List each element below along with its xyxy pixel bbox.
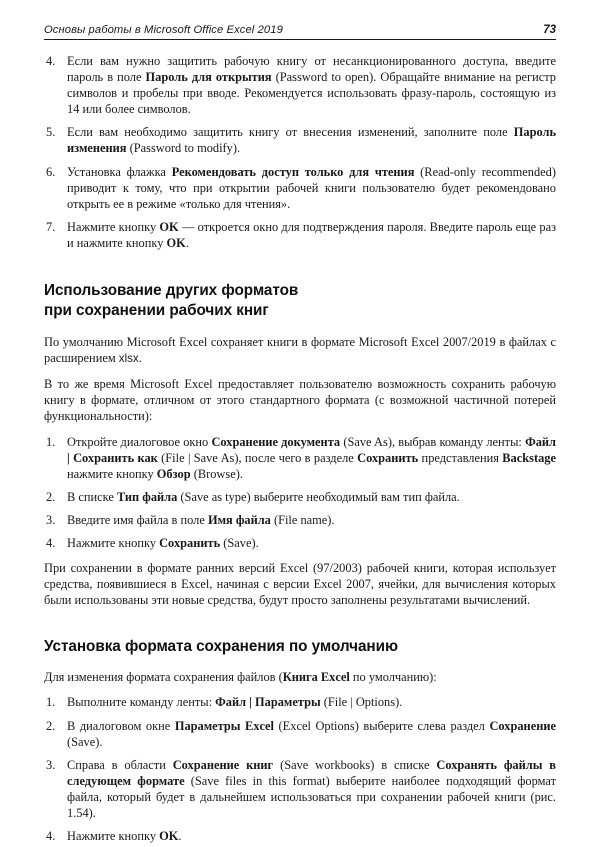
text-run: (Password to modify). (126, 141, 241, 156)
list-item-text (67, 165, 556, 211)
text-run: (Save). (220, 535, 259, 550)
text-run: (Save). (67, 734, 103, 749)
text-run: По умолчанию Microsoft Excel сохраняет книги в формате Microsoft Excel 2007/2019 в файлах с расширением (44, 335, 556, 366)
emphasis-term: OK (166, 235, 186, 250)
list-item (44, 512, 556, 528)
save-as-steps-list (44, 434, 556, 552)
emphasis-term: Файл | Параметры (215, 695, 321, 710)
page-content (44, 40, 556, 844)
text-run: (Save as type) выберите необходимый вам тип файла. (177, 489, 460, 504)
text-run: — откроется окно для подтверждения пароля. Введите пароль еще раз и нажмите кнопку (67, 219, 556, 250)
default-intro-paragraph (44, 669, 556, 685)
emphasis-term: Имя файла (207, 512, 271, 527)
emphasis-term: Параметры Excel (174, 718, 274, 733)
list-item-text (67, 54, 556, 116)
text-run: Нажмите кнопку (67, 829, 160, 844)
list-item-number: 1. (46, 434, 56, 449)
list-item-text (67, 490, 460, 504)
emphasis-term: Файл | Сохранить как (67, 434, 556, 465)
text-run: . (138, 351, 142, 366)
list-item-text (67, 536, 259, 550)
formats-closing-paragraph (44, 560, 556, 608)
text-run: Если вам нужно защитить рабочую книгу от несанкционированного доступа, введите пароль в поле (67, 54, 556, 85)
text-run: Откройте диалоговое окно (67, 434, 212, 449)
emphasis-term: Сохранить (357, 450, 419, 465)
emphasis-term: OK (159, 829, 179, 844)
text-run: Введите имя файла в поле (67, 512, 208, 527)
list-item-number: 7. (46, 219, 56, 234)
text-run: В диалоговом окне (67, 718, 175, 733)
list-item (44, 718, 556, 750)
list-item-text (67, 829, 182, 843)
emphasis-term: OK (159, 219, 179, 234)
list-item-number: 3. (46, 512, 56, 527)
text-run: Нажмите кнопку (67, 535, 160, 550)
text-run: . (185, 235, 189, 250)
list-item-number: 2. (46, 489, 56, 504)
text-run: При сохранении в формате ранних версий Excel (97/2003) рабочей книги, которая использует средства, появившиеся в Excel, начиная с версии Excel 2007, ячейки, для вычисления которых были использованы эти новые средства, будут просто заполнены результатами вычислений. (44, 561, 556, 608)
default-format-steps-list (44, 694, 556, 844)
emphasis-term: Сохранить (159, 535, 221, 550)
section-heading-formats-block (44, 281, 556, 321)
text-run: по умолчанию): (349, 670, 437, 685)
running-head-title: Основы работы в Microsoft Office Excel 2019 (44, 24, 283, 36)
emphasis-term: Сохранение документа (211, 434, 341, 449)
list-item (44, 434, 556, 482)
text-run: (File | Save As), после чего в разделе (157, 450, 358, 465)
emphasis-term: Backstage (502, 450, 556, 465)
emphasis-term: Обзор (156, 466, 191, 481)
list-item-number: 4. (46, 54, 56, 68)
emphasis-term: Рекомендовать доступ только для чтения (171, 164, 415, 179)
list-item (44, 757, 556, 821)
section-heading-formats-line2: при сохранении рабочих книг (44, 302, 269, 320)
emphasis-term: Сохранение (489, 718, 556, 733)
list-item (44, 219, 556, 251)
list-item-text (67, 513, 335, 527)
list-item-number: 3. (46, 757, 56, 772)
text-run: Выполните команду ленты: (67, 695, 216, 710)
list-item-number: 4. (46, 535, 56, 550)
list-item (44, 535, 556, 551)
text-run: (Browse). (190, 466, 243, 481)
emphasis-term: Пароль для открытия (145, 70, 272, 85)
text-run: (Excel Options) выберите слева раздел (273, 718, 490, 733)
page-number: 73 (543, 24, 556, 36)
list-item-text (67, 719, 556, 749)
list-item (44, 164, 556, 212)
text-run: Нажмите кнопку (67, 219, 160, 234)
text-run: Установка флажка (67, 164, 172, 179)
text-run: представления (418, 450, 503, 465)
list-item-number: 5. (46, 125, 56, 140)
section-heading-default-block (44, 637, 556, 657)
list-item-number: 6. (46, 164, 56, 179)
formats-second-paragraph (44, 376, 556, 424)
text-run: В списке (67, 489, 117, 504)
list-item (44, 124, 556, 156)
emphasis-term: Сохранение книг (172, 757, 274, 772)
formats-intro-paragraph (44, 334, 556, 367)
text-run: (File | Options). (320, 695, 403, 710)
text-run: Для изменения формата сохранения файлов ( (44, 670, 283, 685)
list-item-text (67, 758, 556, 820)
emphasis-term: Книга Excel (282, 670, 350, 685)
emphasis-term: Сохранять файлы в следующем формате (67, 757, 556, 788)
list-item (44, 694, 556, 710)
text-run: (Read-only recommended) приводит к тому, что при открытии рабочей книги пользователю будет рекомендовано открыть ее в режиме «только для чтения». (67, 164, 556, 211)
text-run: (File name). (270, 512, 335, 527)
text-run: (Save files in this format) выберите наиболее подходящий формат файла, который будет в дальнейшем использоваться при сохранении рабочей книги (рис. 1.54). (67, 773, 556, 820)
text-run: (Password to open). Обращайте внимание на регистр символов и пробелы при вводе. Рекомендуется использовать фразу-пароль, состоящую из 14 или более символов. (67, 70, 556, 117)
list-item-text (67, 220, 556, 250)
text-run: нажмите кнопку (67, 466, 157, 481)
list-item-text (67, 125, 556, 155)
list-item (44, 489, 556, 505)
protect-workbook-list (44, 53, 556, 251)
list-item (44, 53, 556, 117)
emphasis-term: Пароль изменения (67, 125, 556, 156)
text-run: В то же время Microsoft Excel предоставляет пользователю возможность сохранить рабочую книгу в формате, отличном от этого стандартного формата (с возможной частичной потерей функциональности): (44, 377, 556, 424)
running-head (44, 24, 556, 40)
list-item-number: 1. (46, 695, 56, 710)
list-item-text (67, 695, 402, 709)
text-run: (Save As), выбрав команду ленты: (340, 434, 526, 449)
list-item-number: 4. (46, 829, 56, 844)
text-run: (Save workbooks) в списке (273, 757, 437, 772)
list-item (44, 828, 556, 844)
list-item-text (67, 435, 556, 481)
text-run: Если вам необходимо защитить книгу от внесения изменений, заполните поле (67, 125, 514, 140)
file-extension: xlsx (118, 352, 139, 366)
emphasis-term: Тип файла (116, 489, 178, 504)
list-item-number: 2. (46, 718, 56, 733)
text-run: Справа в области (67, 757, 173, 772)
section-heading-default: Установка формата сохранения по умолчанию (44, 638, 398, 656)
section-heading-formats-line1: Использование других форматов (44, 282, 299, 300)
text-run: . (178, 829, 182, 844)
